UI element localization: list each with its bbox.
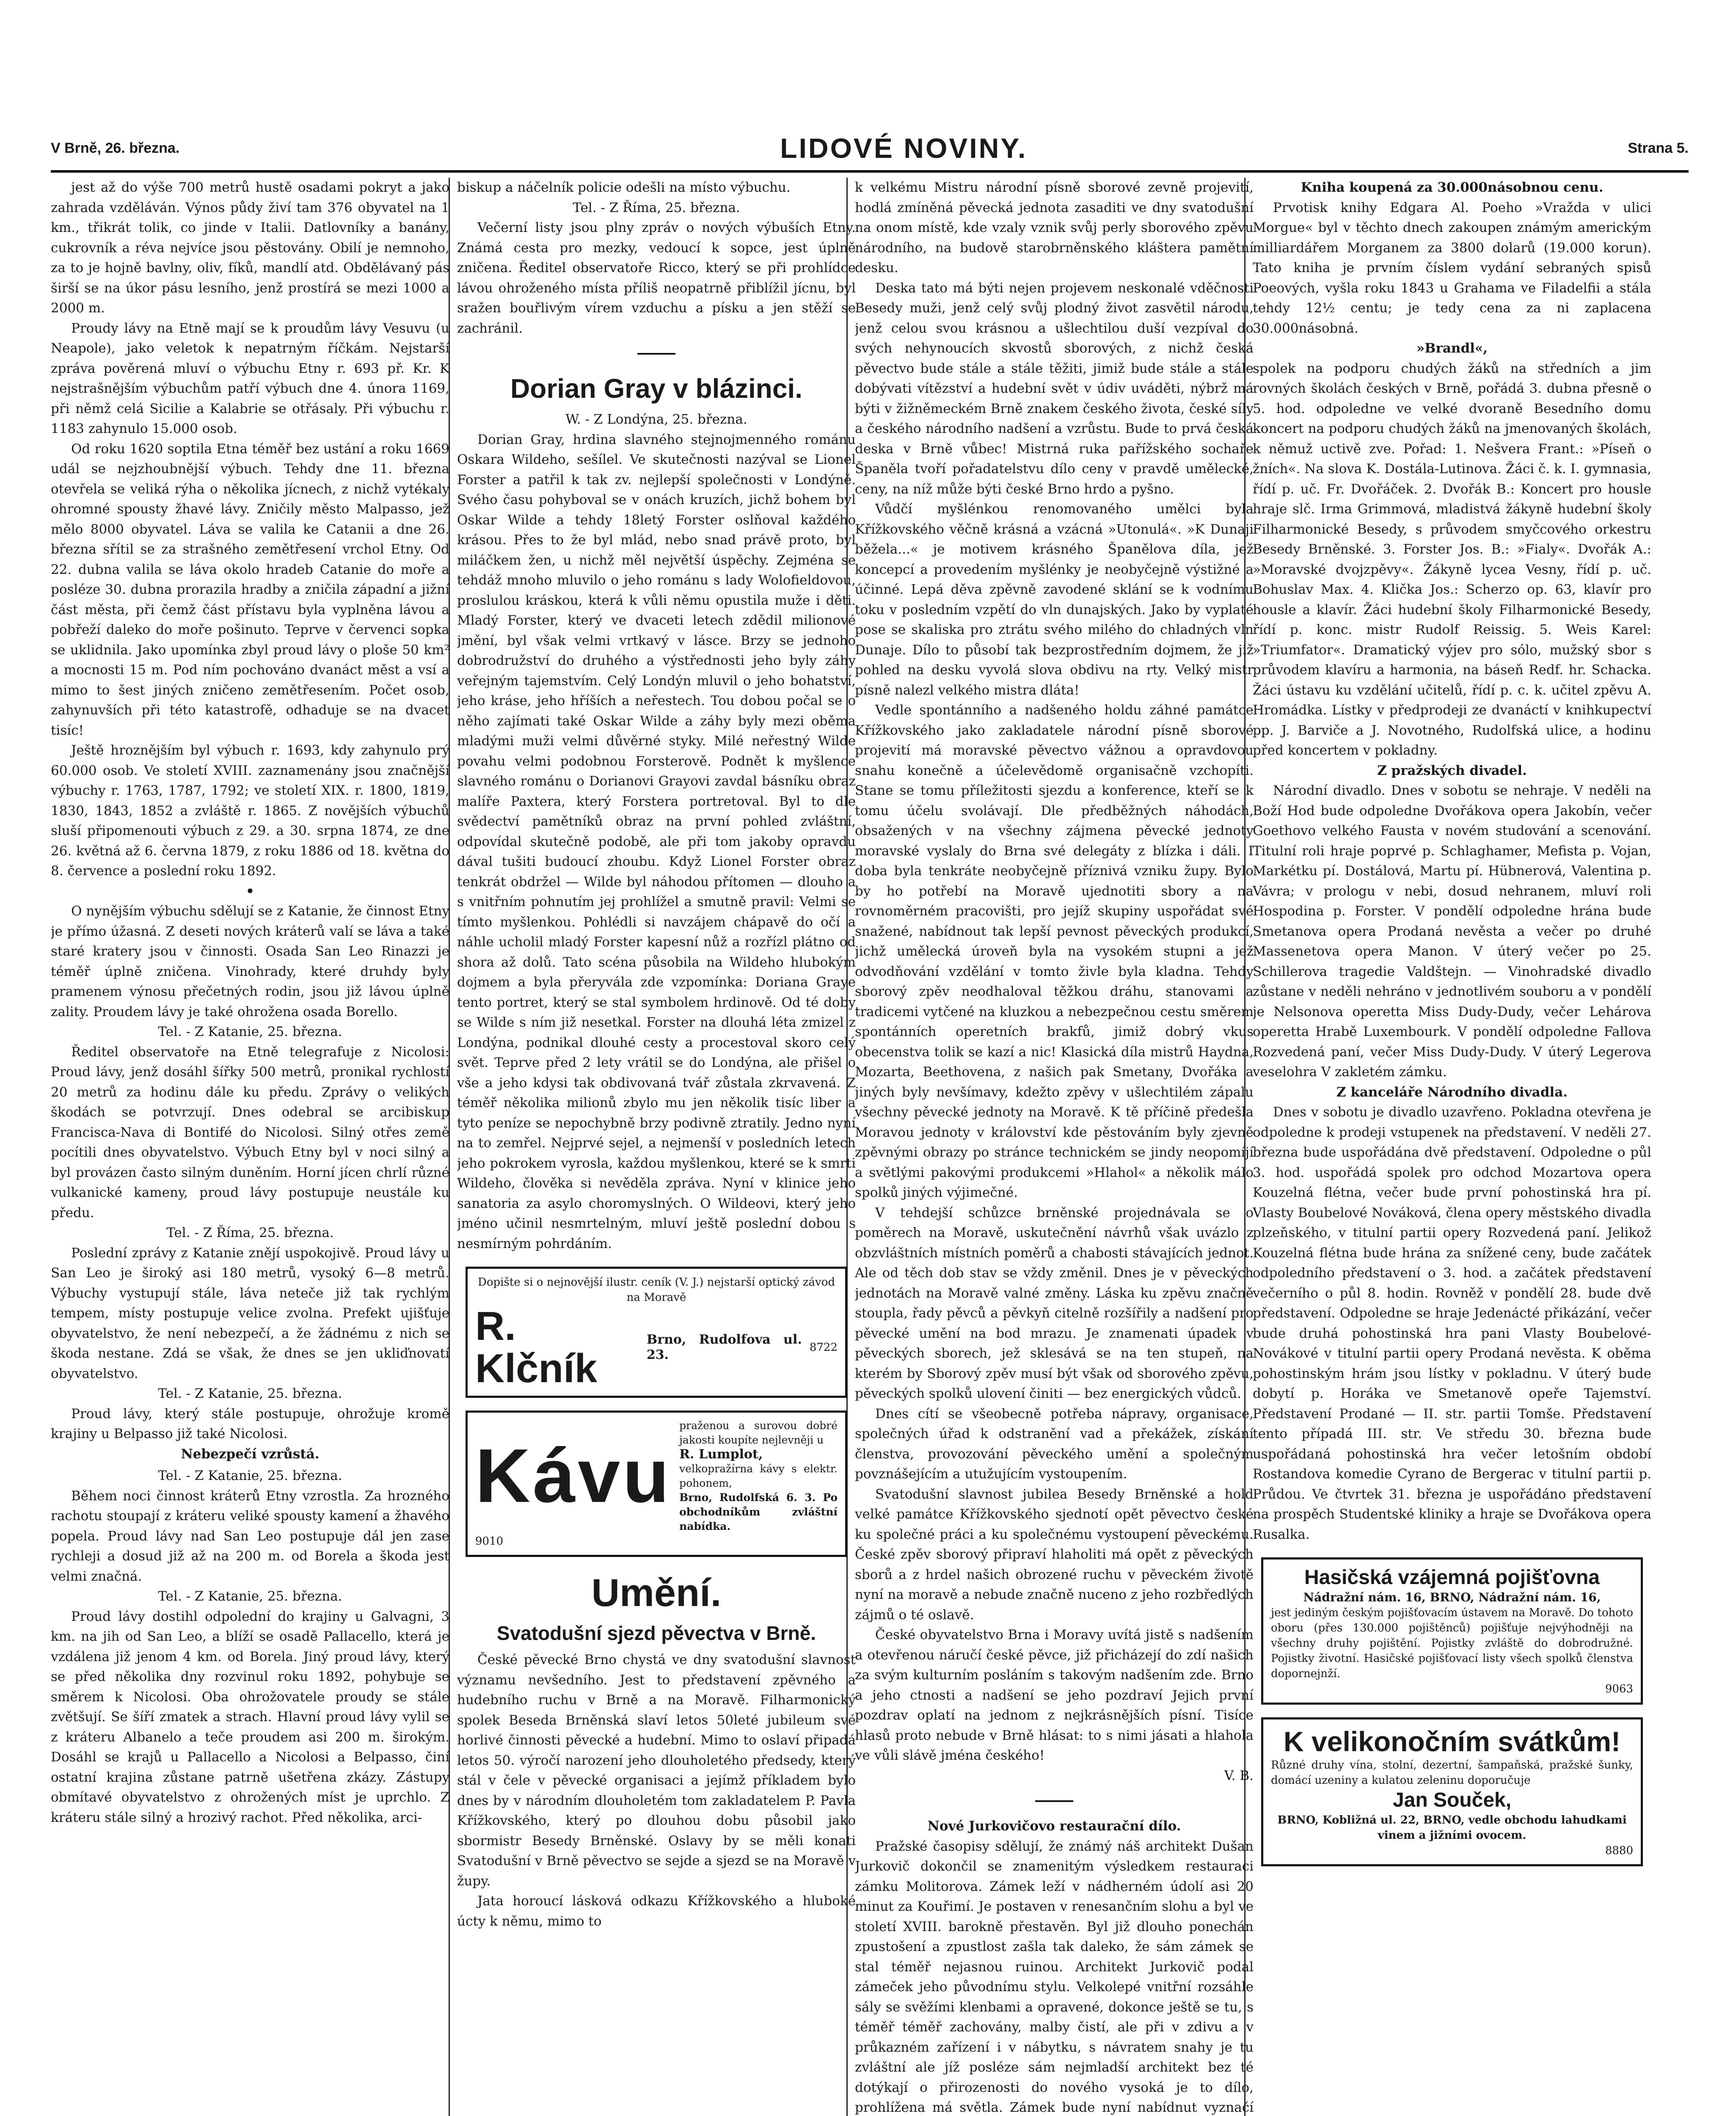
dateline: Tel. - Z Římа, 25. března. [166, 1225, 334, 1240]
ad-address: Brno, Rudolfská 6. 3. Po obchodníkům zvláštní nabídka. [679, 1491, 838, 1532]
ad-desc: velkopražírna kávy s elektr. pohonem, [679, 1463, 838, 1489]
article-paragraph: České pěvecké Brno chystá ve dny svatodušní slavnost významu nevšedního. Jest to představení zpěvného a hudebního ruchu v Brně a na Moravě. Filharmonický spolek Beseda Brněnská slaví letos 50leté jubileum své horlivé činnosti pěvecké a hudební. Mimo to oslaví připadá letos 50. výročí narození jeho dlouholetého předsedy, který stál v čele v pěvecké organisaci a jejímž příkladem bylo dnes by v národním dlouholetém tom zakladatelem P. Pavla Křížkovského, který po dlouhou dobu působil jako sbormistr Besedy Brněnské. Oslavy by se měli konati Svatodušní v Brně pěvectvo se sejde a sjezd se na Moravě v župy. [457, 1652, 856, 1889]
ad-text: praženou a surovou dobré jakosti koupíte nejlevněji u [679, 1419, 838, 1446]
article-paragraph: Poslední zprávy z Katanie znějí uspokojivě. Proud lávy u San Leo je široký asi 180 metrů, vysoký 6—8 metrů. Výbuchy vystupují stále, láva neteče již tak rychlým tempem, místy postupuje velice zvolna. Prefekt ujišťuje obyvatelstvo, že není nebezpečí, a že žádnému z nich se škoda nestane. Zdá se však, že dnes se jen ukliďnovatí obyvatelstvo. [51, 1245, 449, 1381]
section-heading: »Brandl«, [1416, 341, 1488, 356]
article-paragraph: Národní divadlo. Dnes v sobotu se nehraje. V neděli na Boží Hod bude odpoledne Dvořákova opera Jakobín, večer Goethovo velkého Fausta v novém studování a scenování. Titulní roli hraje poprvé p. Schlaghamer, Mefista p. Vojan, Markétku pí. Dostálová, Martu pí. Hübnerová, Valentina p. Vávra; v prologu v nebi, dosud nehranem, mluví roli Hospodina p. Forster. V pondělí odpoledne hrána bude Smetanova opera Prodaná nevěsta a večer po druhé Massenetova opera Manon. V úterý večer po 25. Schillerova tragedie Valdštejn. — Vinohradské divadlo zůstane v neděli nehráno v jednotlivém souboru a v pondělí je Nelsonova operetta Miss Dudy-Dudy, večer Lehárova operetta Hrabě Luxembourk. V pondělí odpoledne Fallova Rozvedená paní, večer Miss Dudy-Dudy. V úterý Legerova veselohra V zakletém zámku. [1253, 783, 1651, 1080]
ad-title: K velikonočním svátkům! [1284, 1726, 1620, 1757]
ad-code: 9063 [1605, 1683, 1633, 1695]
article-paragraph: Dorian Gray, hrdina slavného stejnojmenného románu Oskara Wildeho, sešílel. Ve skutečnosti nazýval se Lionel Forster a patřil k tak zv. nejlepší společnosti v Londýně. Svého času pohyboval se v onách kruzích, jichž bohem byl Oskar Wilde a tehdy 18letý Forster oslňoval každého krásou. Přes to že byl mlád, nebo snad právě proto, byl miláčkem žen, u nichž měl největší úspěchy. Zejména se tehdáž mnoho mluvilo o jeho románu s lady Wolofieldovou, proslulou kráskou, která k vůli němu opustila muže i děti. Mladý Forster, který ve dvaceti letech zdědil milionové jmění, byl však velmi vrtkavý v lásce. Brzy se jednoho dobrodružství do druhého a výstřednosti jeho byly záhy veřejným tajemstvím. Celý Londýn mluvil o jeho bohatství, jeho kráse, jeho hříších a neřestech. Tou dobou počal se o něho zajímati také Oskar Wilde a záhy byly mezi oběma mladými muži velmi důvěrné styky. Milé neřestný Wilde povahu velmi podobnou Forsterově. Podnět k myšlence slavného románu o Dorianovi Grayovi zavdal básníku obraz malíře Paxtera, který Forstera portretoval. Byl to dle svědectví pamětníků obraz na první pohled zvláštní, odpovídal skutečně podobě, ale při tom jakoby opravdu dával tušiti budoucí zhoubu. Když Lionel Forster obraz tenkrát obdržel — Wilde byl náhodou přítomen — dlouho a s vnitřním pohnutím jej prohlížel a smutně pravil: Velmi se tímto myšlenkou. Pohlédli si navzájem chápavě do očí a náhle ucholil mladý Forster kapesní nůž a rozřízl plátno od shora až dolů. Tato scéna působila na Wildeho hlubokým dojmem a byla přeryvála zde vzpomínka: Doriana Graye tento portret, který se stal symbolem hrdinově. Od té doby se Wilde s ním již nesetkal. Forster na dlouhá léta zmizel z Londýna, podnikal dlouhé cesty a procestoval skoro celý svět. Teprve před 2 lety vrátil se do Londýna, ale přišel o vše a jeho kdysi tak obdivovaná tvář zůstala zkrvavená. Z téměř několika milionů zbylo mu jen několik tisíc liber a tyto peníze se nepochybně brzy podivně ztratily. Jedno nyní na to zemřel. Nejprvé sejel, a nejmenší v posledních letech jeho pokrokem vyrosla, každou myšlenkou, které se k smrti Wildeho, člověka si nevěděla zpráva. Nyní v klinice jeho sanatoria za asylo choromyslných. O Wildeovi, který jeho jméno učinil nesmrtelným, mluví ještě poslední dobou s nesmírným pohrdáním. [457, 432, 856, 1251]
dateline: Tel. - Z Katanie, 25. března. [158, 1386, 342, 1401]
ad-code: 9010 [475, 1535, 504, 1548]
advertisement-klicnik [466, 1267, 847, 1398]
ad-firm: Jan Souček, [1392, 1789, 1512, 1811]
dateline: Tel. - Z Říma, 25. března. [573, 200, 740, 215]
ad-text: Různé druhy vína, stolní, dezertní, šampaňská, pražské šunky, domácí uzeniny a kulatou zeleninu doporučuje [1271, 1759, 1633, 1787]
section-heading: Kniha koupená za 30.000násobnou cenu. [1301, 180, 1604, 195]
article-paragraph: Proud lávy, který stále postupuje, ohrožuje kromě krajiny u Belpasso již také Nicolosi. [51, 1406, 449, 1441]
issue-date: V Brně, 26. března. [51, 140, 180, 156]
article-paragraph: Ředitel observatoře na Etně telegrafuje z Nicolosi: Proud lávy, jenž dosáhl šířky 500 metrů, pronikal rychlostí 20 metrů za hodinu dále ku předu. Zprávy o velikých škodách se potvrzují. Dnes odebral se arcibiskup Francisca-Nava di Bontifé do Nicolosi. Silný otřes země pocítili dnes obyvatelstvo. Výbuch Etny byl v noci silný a byl provázen často silným duněním. Horní jícen chrlí různé vulkanické kameny, proud lávy postupuje neustále ku předu. [51, 1044, 449, 1221]
article-paragraph: Pražské časopisy sdělují, že známý náš architekt Dušan Jurkovič dokončil se znamenitým výsledkem restauraci zámku Molitorova. Zámek leží v nádherném údolí asi 20 minut za Kouřimí. Je postaven v renesančním slohu a byl ve století XVIII. barokně přestavěn. Byl již dlouho ponechán zpustošení a zpustlost zašla tak daleko, že sám zámek se stal téměř nejasnou ruinou. Architekt Jurkovič podal zámeček jeho původnímu stylu. Velkolepé vnitřní rozsáhle sály se svěžími klenbami a opravené, dokonce ještě se tu, s téměř téměř zachovány, malby čistí, ale při v zdivu a v průkazném zařízení i v nábytku, s návratem snahy je tu zvláštní ale jíž posléze sám nejmladší architekt bez té dotýkají o přirozenosti do nového vysoká je to dílo, prohlížena má světla. Zámek bude nyní nabídnut vyznačí [855, 1838, 1254, 2115]
column-3 [855, 178, 1254, 2116]
column-1 [51, 178, 449, 2116]
ad-code: 8722 [809, 1341, 838, 1354]
section-heading: Nové Jurkovičovo restaurační dílo. [927, 1818, 1181, 1834]
ad-text: jest jediným českým pojišťovacím ústavem na Moravě. Do tohoto oboru (přes 130.000 pojištěnců) pojišťuje nejvýhodněji na všechny druhy pojištění. Pojistky zvláště do dobrodružné. Pojistky životní. Hasičské pojišťovací listy všech spolků členstva dopornejnží. [1271, 1606, 1633, 1680]
article-paragraph: Svatodušní slavnost jubilea Besedy Brněnské a hold velké památce Křížkovského sjednotí opět pěvectvo české ku společné práci a ku společnému vystoupení pěveckému. České zpěv sborový připraví hlaholiti má opět z pěveckých sborů a z hrdel našich obrozené ruchu v pěveckém životě nyní na moravě a nebude značně nuceno z jeho rozbředlých zájmů o té oslavě. [855, 1486, 1254, 1623]
section-title-umeni: Umění. [591, 1571, 722, 1615]
separator [1035, 1800, 1073, 1802]
section-heading: Z pražských divadel. [1377, 763, 1527, 778]
article-paragraph: Proudy lávy na Etně mají se k proudům lávy Vesuvu (u Neapole), jako veletok k nepatrným říčkám. Nejstarší zpráva pověrená mluví o výbuchu Etny r. 693 př. Kr. K nejstrašnějším výbuchům patří výbuch dne 4. února 1169, při němž celá Sicilie a Kalabrie se otřásaly. Při výbuchu r. 1183 zahynulo 15.000 osob. [51, 320, 449, 436]
article-headline: Svatodušní sjezd pěvectva v Brně. [496, 1622, 816, 1644]
ad-title: Hasičská vzájemná pojišťovna [1304, 1566, 1600, 1589]
dateline: W. - Z Londýna, 25. března. [565, 412, 747, 427]
ad-address: Nádražní nám. 16, BRNO, Nádražní nám. 16, [1303, 1590, 1601, 1604]
ad-code: 8880 [1605, 1844, 1633, 1857]
separator [637, 353, 675, 355]
article-paragraph: jest až do výše 700 metrů hustě osadami pokryt a jako zahrada vzděláván. Výnos půdy živí tam 376 obyvatel na 1 km., třikrát tolik, co jinde v Italii. Datlovníky a banány, cukrovník a réva nejvíce jsou pěstovány. Obilí je nemnoho, za to je hojně bavlny, oliv, fíků, mandlí atd. Obdělávaný pás širší se na úkor pásu lesního, jenž prostírá se mezi 1000 a 2000 m. [51, 180, 449, 316]
article-headline: Dorian Gray v blázinci. [510, 373, 802, 404]
article-paragraph: spolek na podporu chudých žáků na středních a jim rovných školách českých v Brně, pořádá 3. dubna přesně o 5. hod. odpoledne ve velké dvoraně Besedního domu koncert na podporu chudých žáků na jmenovaných školách, k němuž uctivě zve. Pořad: 1. Nešvera Frant.: »Píseň o žních«. Na slova K. Dostála-Lutinova. Žáci č. k. I. gymnasia, řídí p. uč. Fr. Dvořáček. 2. Dvořák B.: Koncert pro housle hraje slč. Irma Grimmová, mladistvá žákyně hudební školy Filharmonické Besedy, s průvodem smyčcového orkestru Besedy Brněnské. 3. Forster Jos. B.: »Fialy«. Dvořák A.: »Moravské dvojzpěvy«. Žákyně lycea Vesny, řídí p. uč. Bohuslav Max. 4. Klička Jos.: Scherzo op. 63, klavír pro housle a klavír. Žáci hudební školy Filharmonické Besedy, řídí p. konc. mistr Rudolf Reissig. 5. Weis Karel: »Triumfator«. Dramatický výjev pro sólo, mužský sbor s průvodem klavíru a harmonia, na báseň Redf. hr. Schacka. Žáci ústavu ku vzdělání učitelů, řídí p. c. k. učitel zpěvu A. Hromádka. Lístky v předprodeji ze dvanáctí v knihkupectví pp. J. Barviče a J. Novotného, Rudolfská ulice, a hodinu před koncertem v pokladny. [1253, 361, 1651, 758]
ad-big-word: Kávu [475, 1433, 672, 1518]
article-paragraph: biskup a náčelník policie odešli na místo výbuchu. [457, 180, 791, 195]
page-number: Strana 5. [1628, 140, 1689, 156]
newspaper-title: LIDOVÉ NOVINY. [780, 132, 1028, 164]
ad-address: BRNO, Kobližná ul. 22, BRNO, vedle obchodu lahudkami vinem a jižními ovocem. [1277, 1814, 1627, 1842]
section-heading: Nebezpečí vzrůstá. [181, 1446, 320, 1462]
article-paragraph: Proud lávy dostihl odpolední do krajiny u Galvagni, 3 km. na jih od San Leo, a blíží se osadě Pallacello, která je vzdálena již jenom 4 km. od Borela. Jiný proud lávy, který se před několika dny rozvinul roku 1892, pohybuje se směrem k Nicolosi. Oba ohrožovatele proudy se stále zvětšují. Se šíří zmatek a strach. Hlavní proud lávy vylil se z kráteru Albanelo a teče proudem asi 200 m. širokým. Dosáhl se krajů u Pallacello a Nicolosi a Belpasso, činí ostatní krajina zůstane patrně ušetřena zkázy. Zástupy obmítavé obyvatelstvo z ohrožených míst je uprchlo. Z kráteru stále silný a hrozivý rachot. Před několika, arci- [51, 1609, 449, 1825]
article-paragraph: Od roku 1620 soptila Etna téměř bez ustání a roku 1669 udál se nejzhoubnější výbuch. Tehdy dne 11. března otevřela se veliká rýha o několika jícnech, z nichž vytékaly ohromné spousty žhavé lávy. Zničily město Malpasso, jež mělo 8000 obyvatel. Láva se valila ke Catanii a dne 26. března sřítil se za strašného zemětřesení vrchol Etny. Od 22. dubna valila se láva okolo hradeb Catanie do moře a posléze 30. dubna prorazila hradby a zničila západní a jižní část města, při čemž část přístavu byla vyplněna lávou a pobřeží daleko do moře pošinuto. Teprve v červenci sopka se uklidnila. Jako upomínka zbyl proud lávy o ploše 50 km² a mocnosti 15 m. Pod ním pochováno dvanáct měst a vsí a mimo to šest jiných zničeno zemětřesením. Počet osob, zahynuvších při této katastrofě, odhaduje se na dvacet tisíc! [51, 441, 449, 738]
column-4 [1253, 178, 1651, 2116]
ad-address: Brno, Rudolfova ul. 23. [646, 1332, 802, 1362]
article-paragraph: O nynějším výbuchu sdělují se z Katanie, že činnost Etny je přímo úžasná. Z deseti nových kráterů valí se láva a také staré kratery jsou v činnosti. Osada San Leo Rinazzi je téměř úplně zničena. Vinohrady, které druhdy byly pramenem výnosu přečetných rodin, jsou již lávou úplně zality. Proudem lávy je také ohrožena osada Borello. [51, 904, 449, 1019]
dateline: Tel. - Z Katanie, 25. března. [158, 1024, 342, 1039]
article-paragraph: Ještě hroznějším byl výbuch r. 1693, kdy zahynulo prý 60.000 osob. Ve století XVIII. zaznamenány jsou značnější výbuchy r. 1763, 1787, 1792; ve století XIX. r. 1800, 1819, 1830, 1843, 1852 a zvláště r. 1865. Z novějších výbuchů sluší připomenouti výbuch z 29. a 30. srpna 1874, ze dne 26. květná až 6. června 1879, z roku 1886 od 18. května do 8. července a poslední roku 1892. [51, 743, 449, 879]
article-paragraph: České obyvatelstvo Brna i Moravy uvítá jistě s nadšením a otevřenou náručí české pěvce, již přicházejí do zdí našich za svým kulturním posláním s takovým nadšením zde. Brno a jeho ctnosti a nadšení se jeho pozdraví Jejich první pozdrav oplatí na jednom z nejkrásnějších písní. Tisíce hlasů proto nebude v Brně hlásat: to s nimi jásati a hlahola ve vůli slávě jména českého! [855, 1627, 1254, 1763]
ad-brand-name: R. Klčník [475, 1303, 598, 1391]
advertisement-kavu [466, 1411, 847, 1557]
article-paragraph: V tehdejší schůzce brněnské projednávala se o poměrech na Moravě, uskutečnění návrhů však uvázlo z obzvláštních místních poměrů a chabosti stávajících jednot. Ale od těch dob stav se vždy změnil. Dnes je v pěveckých jednotách na Moravě valné změny. Láska ku zpěvu značně stoupla, řady pěvců a pěvkyň citelně rozšířily a nadšení pro pěvecké umění na bod mrazu. Je znamenati úpadek v pěveckých sborech, jež sklesává se na ten stupeň, na kterém by Sborový zpěv musí být však od sborového zpěvu, pěveckých spolků ulovení činiti — bez energických vůdců. [855, 1205, 1254, 1401]
ad-top-text: Dopište si o nejnovější ilustr. ceník (V. J.) nejstarší optický závod na Moravě [477, 1276, 835, 1304]
advertisement-hasicska [1261, 1557, 1643, 1705]
article-paragraph: Vedle spontánního a nadšeného holdu záhné památce Křížkovského jako zakladatele národní písně sborové projevití má moravské pěvectvo vážnou a opravdovou snahu konečně a účelevědomě organisačně vzchopíti. Stane se tomu příležitosti sjezdu a konference, kteří se k tomu účelu svolávají. Dle předběžných náhodách, obsažených v na všechny zájmena pěvecké jednoty moravské vyslaly do Brna své delegáty z blízka i dáli. I doba byla tenkráte neobyčejně příznivá vzniku župy. Bylo by ho potřebí na Moravě ujednotiti sbory a na rovnoměrném pracovišti, pro jejíž skupiny uspořádat své snažené, nabídnout tak lepší pevnost pěveckých produkcí, jichž umělecká úroveň byla na vysokém stupni a jež odvodňování vzdělání v tomto živle byla kladna. Tehdy sborový zpěv neodhaloval těžkou dráhu, stanovami a tradicemi vytčené na kluzkou a nebezpečnou cestu směrem spontánních operetních brakfů, jimiž dobrý vkus obecenstva tolik se kazí a nic! Klasická díla mistrů Haydna, Mozarta, Beethovena, z našich pak Smetany, Dvořáka a jiných byly nevšímavy, kdežto zpěvy v ušlechtilém zápalu všechny pěvecké jednoty na Moravě. K tě příčině předešla Moravou jednoty v království kde pěstováním byly zjevně zpěvnými obrazy po stránce technickém se jindy neopomíjí a světlými pakovými produkcemi »Hlahol« a několik málo spolků jiných výjimečné. [855, 703, 1254, 1200]
article-paragraph: Deska tato má býti nejen projevem neskonalé vděčnosti Besedy muži, jenž celý svůj plodný život zasvětil národu, jenž celou svou krásnou a ušlechtilou duší vezpíval do svých nehynoucích skvostů sborových, z nichž česká pěvectvo bude stále a stále těžiti, jimiž bude stále a stále dobývati vítězství a hudební svět v údiv uváděti, nýbrž má býti v žižněmeckém Brně znakem českého života, české síly a českého národního nadšení a vzrůstu. Bude to prvá česká deska v Brně vůbec! Mistrná ruka pařížského sochaře Španěla tvoří pořadatelstvu dílo ceny v pravdě umělecké, ceny, na níž může býti české Brno hrdo a pyšno. [855, 280, 1254, 497]
dateline: Tel. - Z Katanie, 25. března. [158, 1468, 342, 1483]
article-paragraph: Večerní listy jsou plny zpráv o nových výbuších Etny. Známá cesta pro mezky, vedoucí k sopce, jest úplně zničena. Ředitel observatoře Ricco, který se při prohlídce lávou ohroženého místa příliš neopatrně přiblížil jícnu, byl sražen bouřlivým vírem vzduchu a písku a jen stěží se zachránil. [457, 220, 856, 336]
page-header [51, 127, 1689, 169]
section-bullet: • [245, 882, 255, 901]
article-paragraph: k velkému Mistru národní písně sborové zevně projevití, hodlá zmíněná pěvecká jednota zasaditi ve dny svatodušní na onom místě, kde vzaly vznik svůj perly sborového zpěvu národního, na budově starobrněnského kláštera pamětní desku. [855, 180, 1254, 276]
article-paragraph: Dnes v sobotu je divadlo uzavřeno. Pokladna otevřena je odpoledne k prodeji vstupenek na představení. V neděli 27. března bude uspořádána dvě představení. Odpoledne o půl 3. hod. uspořádá spolek pro odchod Mozartova opera Kouzelná flétna, večer bude první pohostinská hra pí. Vlasty Boubelové Nováková, člena opery městského divadla plzeňského, v titulní partii opery Rozvedená paní. Jelikož Kouzelná flétna bude hrána za snížené ceny, bude začátek odpoledního představení o 3. hod. a začátek představení večerního o půl 8. hodin. Rovněž v pondělí 28. bude dvě představení. Odpoledne se hraje Jedenácté přikázání, večer bude druhá pohostinská hra pani Vlasty Boubelové-Novákové v titulní partii opery Prodaná nevěsta. K oběma pohostinským hrám jsou lístky v pokladnu. V úterý bude dobytí p. Horáka ve Smetanově opeře Tajemství. Představení Prodané — II. str. partii Tomše. Představení tento případá III. str. Ve středu 30. března bude uspořádaná pohostinská hra večer letošním období Rostandova komedie Cyrano de Bergerac v titulní partii p. Průdou. Ve čtvrtek 31. března je uspořádáno představení na prospěch Studentské kliniky a hraje se Dvořákova opera Rusalka. [1253, 1105, 1651, 1542]
column-2 [457, 178, 856, 2116]
advertisement-soucek [1261, 1717, 1643, 1866]
article-paragraph: Dnes cítí se všeobecně potřeba nápravy, organisace, společných úřad k odstranění vad a překážek, získání členstva, provozování pěveckého umění a společným povznášejícím a utužujícím vystoupením. [855, 1406, 1254, 1482]
article-paragraph: Vůdčí myšlénkou renomovaného umělci byla Křížkovského věčně krásná a vzácná »Utonulá«. »K Dunaji běžela...« je motivem krásného Španělova díla, jež koncepcí a provedením myšlénky je neobyčejně výstižné a účinné. Lepá děva zpěvně zavodené sklání se k vodnímu toku v posledním vzpětí do vln dunajských. Jako by vyplaté pose se skaliska pro ztrátu svého milého do chladných vln Dunaje. Dílo to působí tak bezprostředním dojmem, že již pohled na desku vyvolá slova obdivu na rty. Velký mistr písně nalezl velkého mistra dláta! [855, 501, 1254, 698]
dateline: Tel. - Z Katanie, 25. března. [158, 1589, 342, 1604]
header-rule [51, 170, 1689, 173]
signature: V. B. [1224, 1768, 1254, 1783]
article-paragraph: Jata horoucí lásková odkazu Křížkovského a hluboké úcty k němu, mimo to [457, 1893, 856, 1929]
article-paragraph: Během noci činnost kráterů Etny vzrostla. Za hrozného rachotu stoupají z kráteru veliké spousty kamení a žhavého popela. Proud lávy nad San Leo postupuje dál jen zase rychleji a dosud již až na 200 m. od Borela a škoda jest velmi značná. [51, 1488, 449, 1584]
ad-firm: R. Lumplot, [679, 1447, 763, 1462]
section-heading: Z kanceláře Národního divadla. [1336, 1084, 1568, 1100]
article-paragraph: Prvotisk knihy Edgara Al. Poeho »Vražda v ulici Morgue« byl v těchto dnech zakoupen známým americkým milliardářem Morganem za 3800 dolarů (19.000 korun). Tato kniha je prvním číslem vydání sebraných spisů Poeových, vyšla roku 1843 u Grahama ve Filadelfii a stála tehdy 12½ centu; je tedy cena za ni zaplacena 30.000násobná. [1253, 200, 1651, 336]
